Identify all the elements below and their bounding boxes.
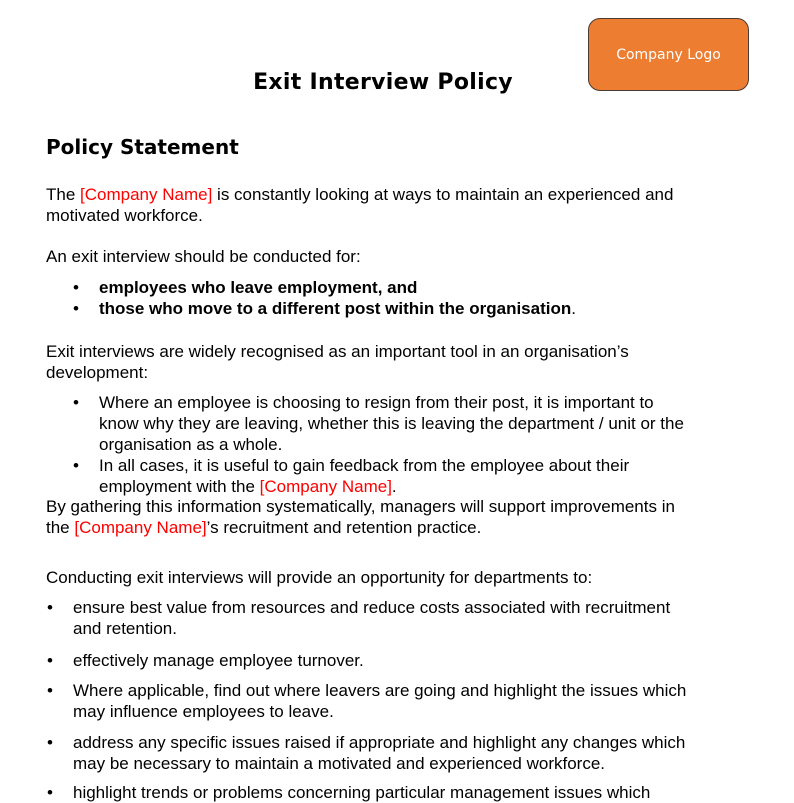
company-name-placeholder: [Company Name] — [80, 185, 213, 204]
list-item-line: organisation as a whole. — [99, 435, 283, 454]
paragraph-line: By gathering this information systematically, managers will support improvements in — [46, 497, 675, 516]
section-heading: Policy Statement — [46, 135, 239, 159]
text: those who move to a different post within the organisation — [99, 299, 572, 318]
list-item-line: address any specific issues raised if appropriate and highlight any changes which — [73, 733, 686, 752]
paragraph-line: Exit interviews are widely recognised as an important tool in an organisation’s — [46, 342, 629, 361]
logo-label: Company Logo — [616, 46, 721, 63]
list-item-line: highlight trends or problems concerning particular management issues which — [73, 783, 651, 802]
bullet-icon: • — [73, 393, 79, 412]
bullet-icon: • — [47, 598, 53, 617]
paragraph-line — [46, 517, 481, 538]
paragraph: Conducting exit interviews will provide an opportunity for departments to: — [46, 568, 593, 587]
list-item-line: know why they are leaving, whether this is leaving the department / unit or the — [99, 414, 684, 433]
text: . — [571, 299, 576, 318]
list-item-line: may influence employees to leave. — [73, 702, 334, 721]
list-item: employees who leave employment, and — [99, 278, 418, 297]
bullet-icon: • — [73, 456, 79, 475]
bullet-icon: • — [47, 783, 53, 802]
list-item — [99, 298, 576, 319]
text: employment with the — [99, 477, 260, 496]
bullet-icon: • — [47, 681, 53, 700]
text: ’s recruitment and retention practice. — [206, 518, 482, 537]
document-title: Exit Interview Policy — [253, 70, 513, 95]
paragraph-line — [46, 184, 673, 205]
company-name-placeholder: [Company Name] — [259, 477, 392, 496]
text: The — [46, 185, 81, 204]
list-item-line: and retention. — [73, 619, 177, 638]
bullet-icon: • — [73, 278, 79, 297]
paragraph: An exit interview should be conducted for: — [46, 247, 361, 266]
text: the — [46, 518, 75, 537]
list-item-line: Where an employee is choosing to resign from their post, it is important to — [99, 393, 654, 412]
list-item-line: ensure best value from resources and reduce costs associated with recruitment — [73, 598, 671, 617]
bullet-icon: • — [47, 733, 53, 752]
paragraph-line: development: — [46, 363, 149, 382]
paragraph-line: motivated workforce. — [46, 206, 203, 225]
list-item-line: may be necessary to maintain a motivated and experienced workforce. — [73, 754, 605, 773]
company-name-placeholder: [Company Name] — [74, 518, 207, 537]
list-item-line: Where applicable, find out where leavers are going and highlight the issues which — [73, 681, 687, 700]
list-item-line: In all cases, it is useful to gain feedback from the employee about their — [99, 456, 630, 475]
bullet-icon: • — [47, 651, 53, 670]
bullet-icon: • — [73, 299, 79, 318]
text: . — [391, 477, 397, 496]
list-item-line — [99, 476, 397, 497]
text: is constantly looking at ways to maintain an experienced and — [212, 185, 674, 204]
list-item-line: effectively manage employee turnover. — [73, 651, 364, 670]
